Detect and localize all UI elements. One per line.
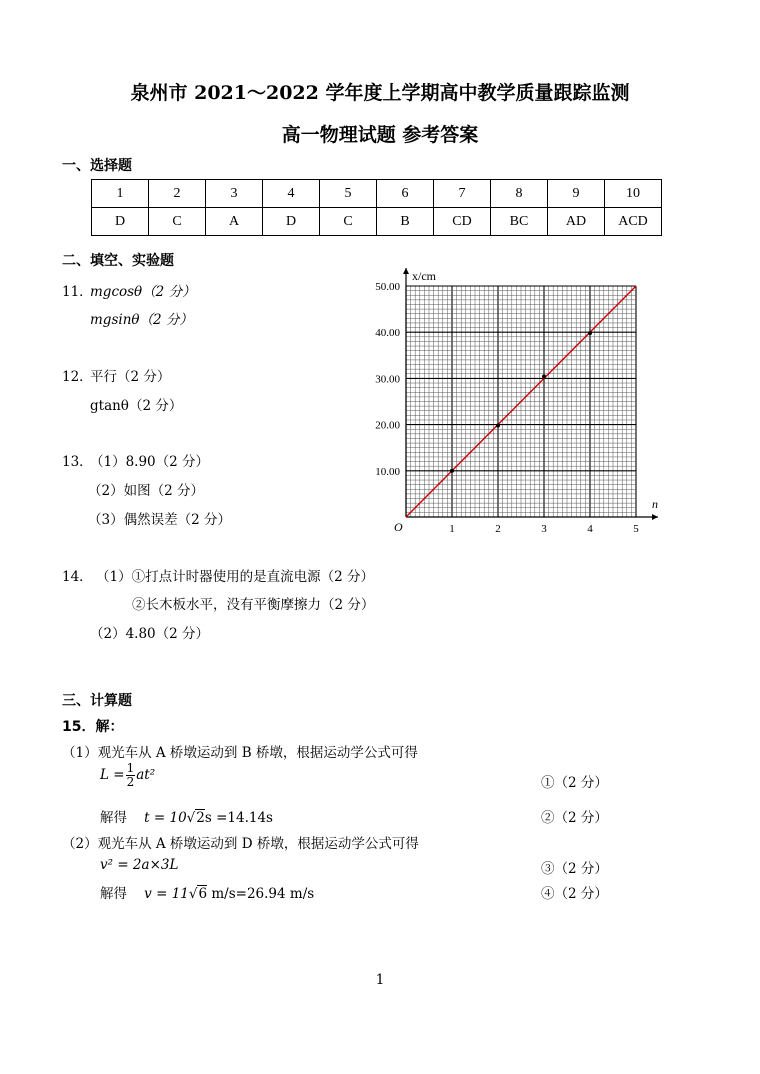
q15-equation-1 [100, 762, 155, 789]
q14-number: 14． [62, 569, 93, 585]
y-tick-label: 50.00 [375, 281, 400, 293]
x-axis-label: n [652, 497, 658, 511]
question-number-cell: 8 [491, 180, 548, 208]
q12-answer-2: gtanθ（2 分） [90, 398, 183, 414]
q11-number: 11． [62, 284, 93, 300]
q14-answer-1: （1）①打点计时器使用的是直流电源（2 分） [96, 569, 374, 585]
q13-answer-2: （2）如图（2 分） [88, 483, 204, 499]
sqrt-symbol: √ [188, 886, 198, 902]
q12-number: 12． [62, 369, 93, 385]
x-axis-arrow [652, 514, 658, 520]
question-number-cell: 10 [605, 180, 662, 208]
answer-cell: CD [434, 208, 491, 236]
answer-cell: AD [548, 208, 605, 236]
answer-cell: C [149, 208, 206, 236]
q15-heading: 15．解： [62, 719, 124, 735]
sol2-rhs: m/s=26.94 m/s [207, 886, 315, 902]
y-axis-label: x/cm [412, 269, 436, 283]
answer-cell: C [320, 208, 377, 236]
data-point [450, 469, 454, 473]
page-title: 泉州市 2021～2022 学年度上学期高中教学质量跟踪监测 [130, 82, 630, 104]
q13-answer-1: （1）8.90（2 分） [90, 454, 210, 470]
y-tick-label: 20.00 [375, 419, 400, 432]
x-n-graph [360, 255, 680, 545]
origin-label: O [394, 520, 403, 534]
answer-table-number-row [92, 180, 662, 208]
sol2-radicand: 6 [198, 886, 208, 902]
q13-answer-3: （3）偶然误差（2 分） [88, 512, 231, 528]
q15-part1-text: （1）观光车从 A 桥墩运动到 B 桥墩，根据运动学公式可得 [62, 745, 418, 761]
x-tick-label: 4 [587, 523, 593, 535]
eq1-right: at² [136, 767, 156, 783]
question-number-cell: 3 [206, 180, 263, 208]
y-tick-label: 40.00 [375, 327, 400, 340]
eq1-denominator: 2 [126, 775, 135, 789]
sqrt-symbol: √ [186, 810, 196, 826]
answer-cell: A [206, 208, 263, 236]
x-tick-label: 1 [449, 523, 455, 535]
question-number-cell: 1 [92, 180, 149, 208]
sol2-label: 解得 [100, 886, 127, 902]
q15-solution-2 [100, 882, 314, 902]
question-number-cell: 2 [149, 180, 206, 208]
section-heading-calc: 三、计算题 [62, 693, 132, 709]
q15-part2-text: （2）观光车从 A 桥墩运动到 D 桥墩，根据运动学公式可得 [62, 836, 419, 852]
sol2-lhs: v = 11 [144, 886, 189, 902]
answer-table [91, 179, 662, 236]
answer-cell: BC [491, 208, 548, 236]
sol1-radicand: 2 [196, 810, 205, 826]
eq1-fraction [126, 762, 136, 789]
q11-answer-1: mgcosθ（2 分） [90, 284, 196, 300]
mark-4: ④（2 分） [541, 886, 608, 902]
q14-answer-3: （2）4.80（2 分） [90, 626, 210, 642]
x-tick-label: 3 [541, 523, 547, 535]
y-axis-arrow [403, 268, 409, 274]
answer-cell: D [92, 208, 149, 236]
x-tick-label: 2 [495, 523, 501, 535]
y-tick-label: 10.00 [375, 465, 400, 478]
page-number: 1 [375, 972, 385, 988]
y-tick-label: 30.00 [375, 373, 400, 386]
page-subtitle: 高一物理试题 参考答案 [281, 124, 479, 146]
q15-solution-1 [100, 806, 273, 826]
question-number-cell: 5 [320, 180, 377, 208]
q11-answer-2: mgsinθ（2 分） [90, 312, 193, 328]
eq1-left: L = [100, 767, 125, 783]
question-number-cell: 4 [263, 180, 320, 208]
mark-1: ①（2 分） [541, 775, 608, 791]
answer-cell: D [263, 208, 320, 236]
q12-answer-1: 平行（2 分） [90, 369, 171, 385]
question-number-cell: 6 [377, 180, 434, 208]
mark-2: ②（2 分） [541, 810, 608, 826]
eq1-numerator: 1 [126, 761, 135, 775]
question-number-cell: 9 [548, 180, 605, 208]
q14-answer-2: ②长木板水平，没有平衡摩擦力（2 分） [132, 597, 375, 613]
question-number-cell: 7 [434, 180, 491, 208]
section-heading-fill: 二、填空、实验题 [62, 253, 174, 269]
section-heading-choice: 一、选择题 [62, 158, 132, 174]
sol1-lhs: t = 10 [144, 810, 187, 826]
answer-cell: B [377, 208, 434, 236]
mark-3: ③（2 分） [541, 861, 608, 877]
sol1-rhs: s =14.14s [204, 810, 273, 826]
x-tick-label: 5 [633, 523, 639, 535]
q15-equation-2: v² = 2a×3L [100, 857, 179, 873]
data-point [542, 375, 546, 379]
sol1-label: 解得 [100, 810, 127, 826]
answer-table-answer-row [92, 208, 662, 236]
data-point [496, 424, 500, 428]
answer-cell: ACD [605, 208, 662, 236]
data-point [588, 331, 592, 335]
q13-number: 13． [62, 454, 93, 470]
